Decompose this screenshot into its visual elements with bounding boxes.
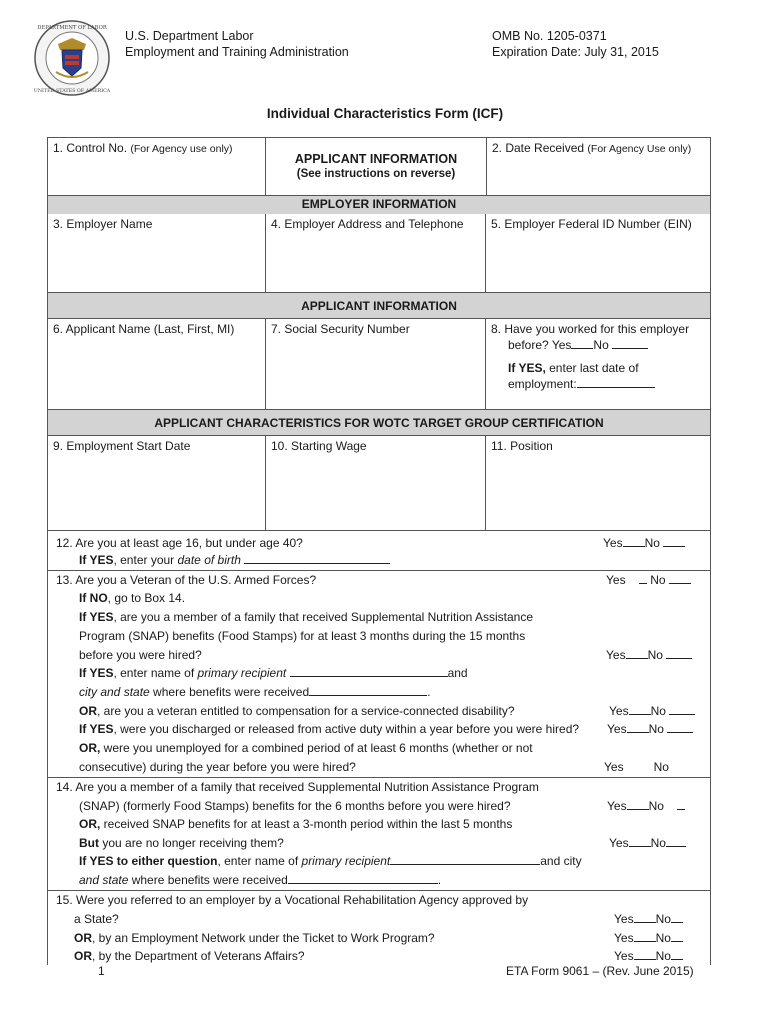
applicant-info-header [266, 138, 486, 195]
employer-ein-field[interactable] [486, 214, 710, 292]
q13-ifno: If NO, go to Box 14. [79, 591, 186, 605]
employer-address-field[interactable] [266, 214, 486, 292]
worked-before-text: before? Yes [508, 338, 572, 352]
q13-snap-line3: before you were hired? [79, 648, 202, 662]
q15-ticket: OR, by an Employment Network under the Ticket to Work Program? [74, 931, 435, 945]
worked-before-yes-blank[interactable] [571, 337, 593, 349]
control-number-box[interactable] [48, 138, 266, 195]
worked-before-ifyes-rest: enter last date of [545, 361, 639, 375]
seal-top-text: DEPARTMENT OF LABOR [37, 25, 107, 31]
q13-snap-yesno[interactable]: Yes No [606, 647, 692, 663]
wotc-band: APPLICANT CHARACTERISTICS FOR WOTC TARGET GROUP CERTIFICATION [48, 410, 710, 436]
agency-line2: Employment and Training Administration [125, 45, 349, 59]
applicant-info-title: APPLICANT INFORMATION [294, 152, 458, 166]
q12-dob-blank[interactable] [244, 552, 390, 564]
q14-recipient: If YES to either question, enter name of primary recipient and city [79, 854, 582, 868]
q13-discharged-yesno[interactable]: Yes No [607, 721, 693, 737]
position-label: 11. Position [491, 439, 553, 453]
q15-state-yesno[interactable]: Yes No [614, 911, 683, 927]
worked-before-no-blank[interactable] [612, 337, 648, 349]
omb-block [492, 28, 659, 60]
q13-snap-line2: Program (SNAP) benefits (Food Stamps) for at least 3 months during the 15 months [79, 629, 526, 643]
ssn-label: 7. Social Security Number [271, 322, 410, 336]
worked-before-field[interactable] [486, 319, 710, 409]
expiration-date: Expiration Date: July 31, 2015 [492, 45, 659, 59]
starting-wage-field[interactable] [266, 436, 486, 530]
applicant-info-band: APPLICANT INFORMATION [48, 293, 710, 319]
employer-name-field[interactable] [48, 214, 266, 292]
q14-but: But you are no longer receiving them? [79, 836, 284, 850]
q12-dob-line: If YES, enter your date of birth [79, 552, 390, 568]
q14-or: OR, received SNAP benefits for at least a 3-month period within the last 5 months [79, 817, 513, 831]
q14-yesno[interactable]: Yes No [607, 798, 685, 814]
employer-name-label: 3. Employer Name [53, 217, 153, 231]
q15-va: OR, by the Department of Veterans Affairs? [74, 949, 305, 963]
q13-unemployed: OR, were you unemployed for a combined period of at least 6 months (whether or not [79, 741, 533, 755]
q15-va-yesno[interactable]: Yes No [614, 948, 683, 964]
employer-info-band: EMPLOYER INFORMATION [48, 196, 710, 214]
worked-before-ifyes: If YES, [508, 361, 546, 375]
q13-recipient-blank[interactable] [290, 665, 448, 677]
agency-line1: U.S. Department Labor [125, 29, 254, 43]
q13-city-blank[interactable] [309, 684, 427, 696]
q12-question: 12. Are you at least age 16, but under age 40? [56, 536, 303, 550]
form-id: ETA Form 9061 – (Rev. June 2015) [506, 964, 694, 978]
start-date-field[interactable] [48, 436, 266, 530]
page-number: 1 [98, 964, 105, 978]
q13-yesno[interactable]: Yes No [606, 572, 691, 588]
applicant-name-field[interactable] [48, 319, 266, 409]
q12-yesno[interactable]: Yes No [603, 535, 685, 551]
seal-bottom-text: UNITED STATES OF AMERICA [34, 89, 110, 94]
q13-city-state: city and state where benefits were received . [79, 685, 431, 699]
agency-block [125, 28, 349, 60]
applicant-name-label: 6. Applicant Name (Last, First, MI) [53, 322, 235, 336]
start-date-label: 9. Employment Start Date [53, 439, 191, 453]
date-received-label: 2. Date Received [492, 141, 585, 155]
q15-ticket-yesno[interactable]: Yes No [614, 930, 683, 946]
position-field[interactable] [486, 436, 710, 530]
q13-unemployed-yesno[interactable]: Yes No [604, 760, 669, 774]
worked-before-no: No [593, 338, 609, 352]
q13-disability-yesno[interactable]: Yes No [609, 703, 695, 719]
control-number-label: 1. Control No. [53, 141, 128, 155]
last-employment-label: employment: [508, 377, 577, 391]
ssn-field[interactable] [266, 319, 486, 409]
applicant-info-subtitle: (See instructions on reverse) [296, 168, 456, 180]
q14-state: and state where benefits were received . [79, 873, 442, 887]
q13-unemployed-line2: consecutive) during the year before you were hired? [79, 760, 356, 774]
date-received-note: (For Agency Use only) [587, 143, 692, 155]
dol-seal [34, 20, 110, 96]
q15-question: 15. Were you referred to an employer by a Vocational Rehabilitation Agency approved by [56, 893, 529, 907]
q14-line2: (SNAP) (formerly Food Stamps) benefits for the 6 months before you were hired? [79, 799, 511, 813]
q14-state-blank[interactable] [288, 872, 438, 884]
q14-but-yesno[interactable]: Yes No [609, 835, 686, 851]
form-title: Individual Characteristics Form (ICF) [266, 106, 504, 121]
q14-question: 14. Are you a member of a family that received Supplemental Nutrition Assistance Program [56, 780, 539, 794]
date-received-box[interactable] [486, 138, 710, 195]
q13-discharged: If YES, were you discharged or released from active duty within a year before you were hired? [79, 722, 580, 736]
control-number-note: (For Agency use only) [130, 143, 233, 155]
worked-before-question: 8. Have you worked for this employer [491, 322, 690, 336]
form-grid [47, 137, 711, 531]
starting-wage-label: 10. Starting Wage [271, 439, 367, 453]
last-employment-blank[interactable] [577, 376, 655, 388]
employer-address-label: 4. Employer Address and Telephone [271, 217, 464, 231]
employer-ein-label: 5. Employer Federal ID Number (EIN) [491, 217, 692, 231]
q15-line2: a State? [74, 912, 119, 926]
q13-question: 13. Are you a Veteran of the U.S. Armed Forces? [56, 573, 317, 587]
q14-recipient-blank[interactable] [390, 853, 540, 865]
q13-recipient: If YES, enter name of primary recipient and [79, 666, 468, 680]
omb-number: OMB No. 1205-0371 [492, 29, 607, 43]
q13-snap: If YES, are you a member of a family that received Supplemental Nutrition Assistance [79, 610, 534, 624]
q13-disability: OR, are you a veteran entitled to compensation for a service-connected disability? [79, 704, 515, 718]
